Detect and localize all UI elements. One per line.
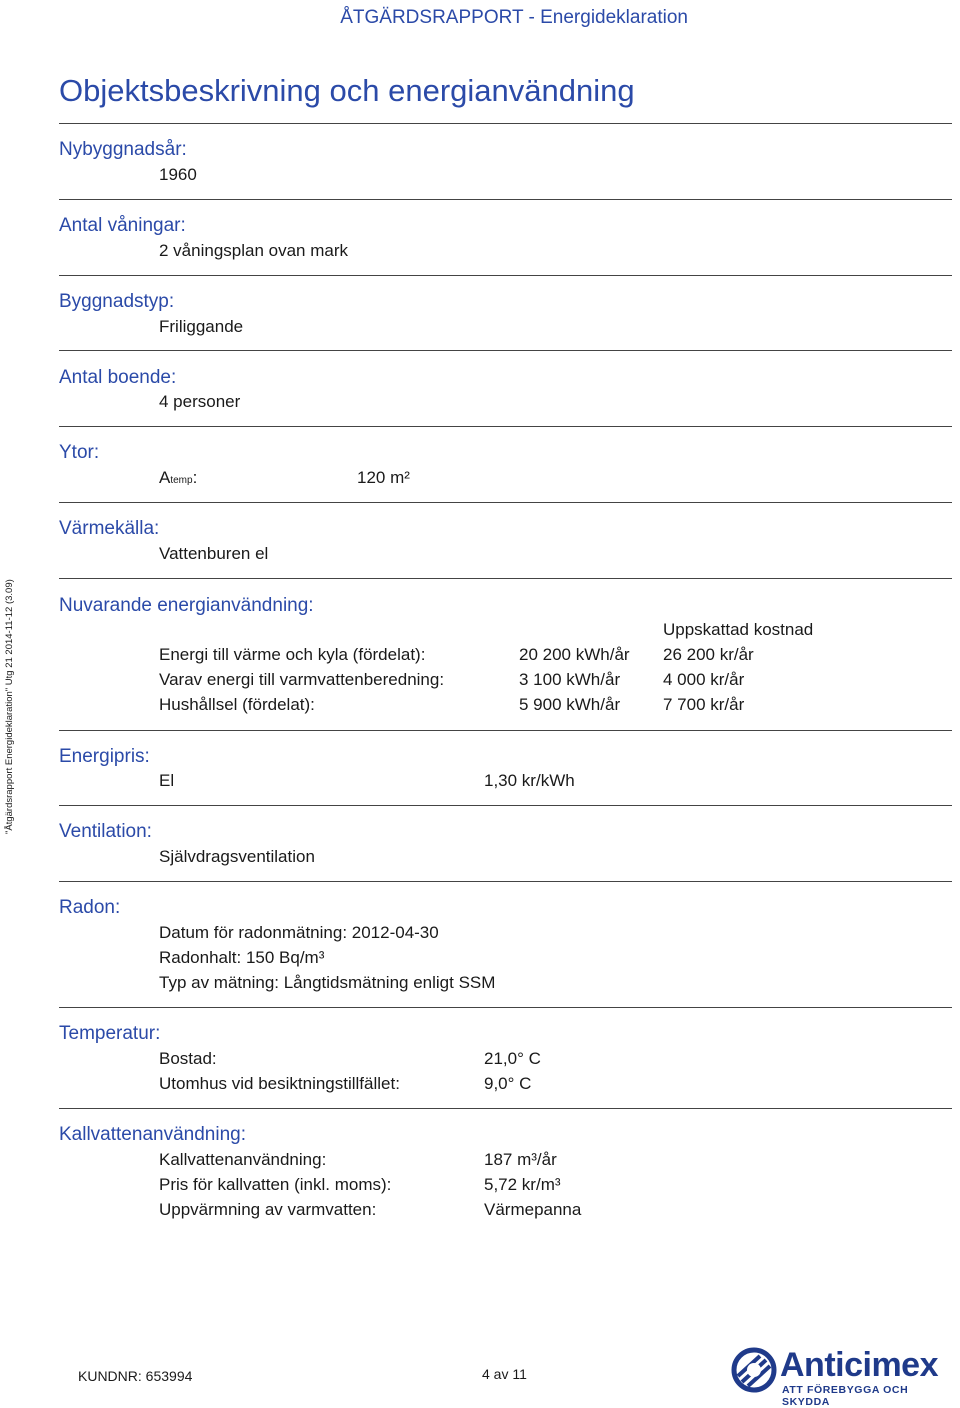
atemp-colon: :: [192, 468, 198, 487]
kallvatten-row-name: Pris för kallvatten (inkl. moms):: [159, 1175, 392, 1194]
temperature-row-name: Utomhus vid besiktningstillfället:: [159, 1074, 400, 1093]
divider: [59, 350, 952, 351]
side-document-info-text: "Åtgärdsrapport Energideklaration" Utg 21 2014-11-12 (3.09): [4, 579, 15, 834]
section-label-energipris: Energipris:: [59, 746, 150, 767]
divider: [59, 502, 952, 503]
temperature-row-value: 21,0° C: [484, 1049, 541, 1068]
radon-line: Typ av mätning: Långtidsmätning enligt SSM: [159, 973, 496, 992]
kallvatten-row-value: 187 m³/år: [484, 1150, 557, 1169]
energy-row-kwh: 20 200 kWh/år: [519, 645, 630, 664]
energy-row-name: Varav energi till varmvattenberedning:: [159, 670, 445, 689]
logo-wordmark: Anticimex: [780, 1346, 938, 1384]
section-label-byggnadstyp: Byggnadstyp:: [59, 291, 175, 312]
divider: [59, 578, 952, 579]
energipris-value: 1,30 kr/kWh: [484, 771, 575, 790]
energy-row-cost: 7 700 kr/år: [663, 695, 745, 714]
value-atemp: 120 m²: [357, 468, 410, 487]
section-label-radon: Radon:: [59, 897, 121, 918]
cost-column-header: Uppskattad kostnad: [663, 620, 814, 639]
divider: [59, 1007, 952, 1008]
divider: [59, 1108, 952, 1109]
value-ventilation: Självdragsventilation: [159, 847, 315, 866]
energipris-type: El: [159, 771, 175, 790]
divider: [59, 275, 952, 276]
section-label-kallvatten: Kallvattenanvändning:: [59, 1124, 246, 1145]
divider: [59, 426, 952, 427]
kallvatten-row-name: Kallvattenanvändning:: [159, 1150, 327, 1169]
energy-row-cost: 4 000 kr/år: [663, 670, 745, 689]
temperature-row-name: Bostad:: [159, 1049, 217, 1068]
atemp-letter: A: [159, 468, 171, 487]
temperature-row-value: 9,0° C: [484, 1074, 532, 1093]
divider: [59, 123, 952, 124]
divider: [59, 730, 952, 731]
section-label-ventilation: Ventilation:: [59, 821, 152, 842]
kallvatten-row-value: 5,72 kr/m³: [484, 1175, 561, 1194]
section-label-varmekalla: Värmekälla:: [59, 518, 160, 539]
logo-tagline: ATT FÖREBYGGA OCH SKYDDA: [782, 1384, 909, 1408]
section-label-nybyggnadsar: Nybyggnadsår:: [59, 139, 187, 160]
page-title: Objektsbeskrivning och energianvändning: [59, 73, 635, 108]
side-document-info: [4, 545, 20, 845]
divider: [59, 199, 952, 200]
section-label-ytor: Ytor:: [59, 442, 100, 463]
kallvatten-row-name: Uppvärmning av varmvatten:: [159, 1200, 377, 1219]
kallvatten-row-value: Värmepanna: [484, 1200, 582, 1219]
section-label-boende: Antal boende:: [59, 367, 177, 388]
value-byggnadstyp: Friliggande: [159, 317, 244, 336]
anticimex-logo: [730, 1346, 956, 1408]
energy-row-cost: 26 200 kr/år: [663, 645, 754, 664]
section-label-vaningar: Antal våningar:: [59, 215, 186, 236]
value-boende: 4 personer: [159, 392, 241, 411]
divider: [59, 805, 952, 806]
anticimex-emblem-icon: [730, 1346, 782, 1394]
energy-row-kwh: 3 100 kWh/år: [519, 670, 621, 689]
radon-line: Datum för radonmätning: 2012-04-30: [159, 923, 439, 942]
footer-page-number: 4 av 11: [482, 1366, 527, 1382]
report-header-title: ÅTGÄRDSRAPPORT - Energideklaration: [340, 7, 688, 28]
radon-line: Radonhalt: 150 Bq/m³: [159, 948, 325, 967]
footer-customer-number: KUNDNR: 653994: [78, 1368, 193, 1384]
energy-row-name: Energi till värme och kyla (fördelat):: [159, 645, 426, 664]
value-vaningar: 2 våningsplan ovan mark: [159, 241, 349, 260]
atemp-label: [159, 468, 197, 488]
section-label-energi: Nuvarande energianvändning:: [59, 595, 314, 616]
atemp-subscript: temp: [170, 475, 193, 486]
divider: [59, 881, 952, 882]
section-label-temperatur: Temperatur:: [59, 1023, 161, 1044]
energy-row-name: Hushållsel (fördelat):: [159, 695, 315, 714]
energy-row-kwh: 5 900 kWh/år: [519, 695, 621, 714]
value-nybyggnadsar: 1960: [159, 165, 197, 184]
value-varmekalla: Vattenburen el: [159, 544, 269, 563]
